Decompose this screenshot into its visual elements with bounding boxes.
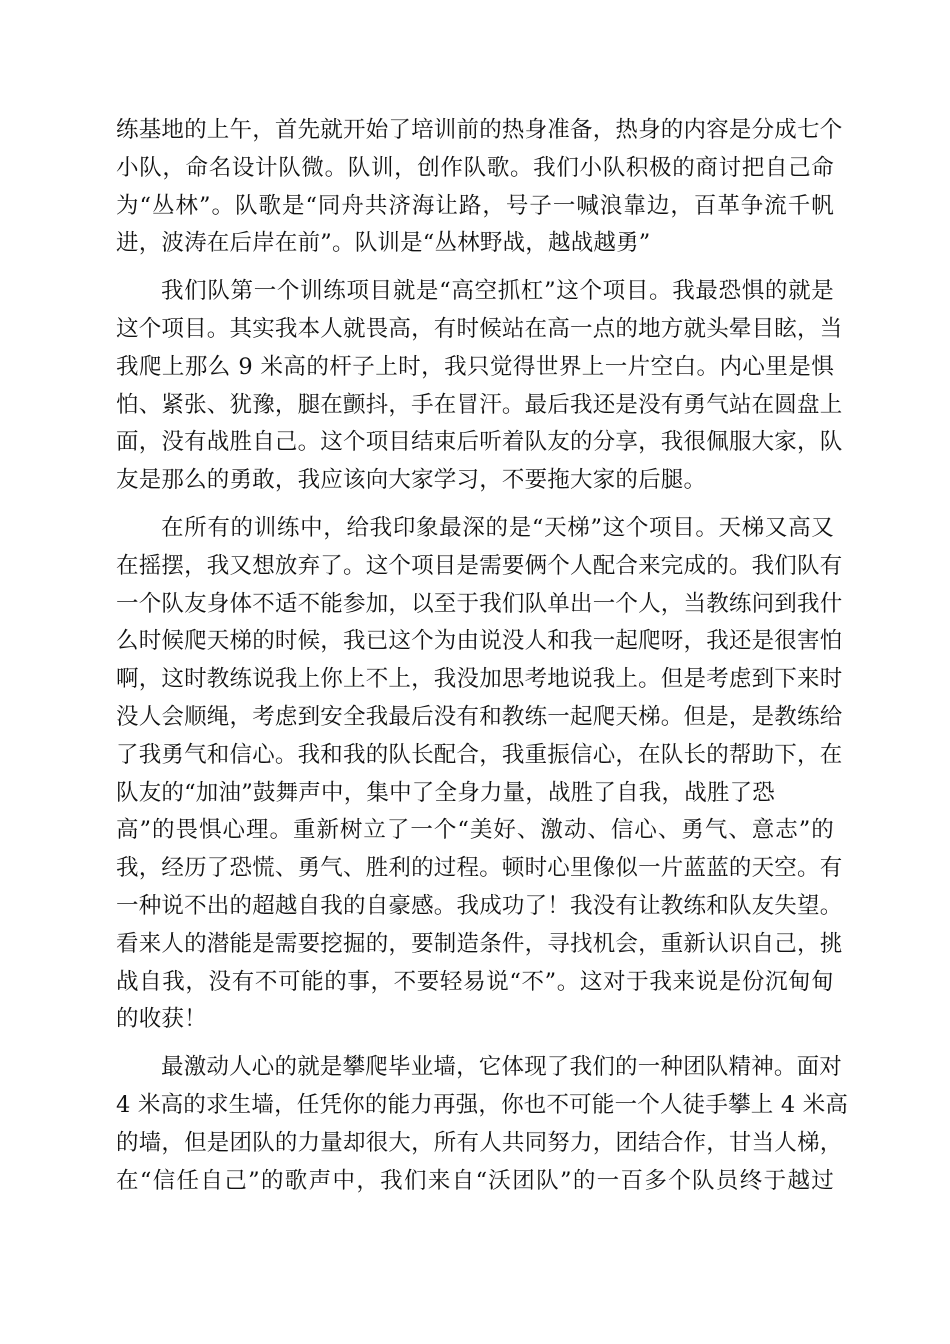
text-line: 我爬上那么 9 米高的杆子上时，我只觉得世界上一片空白。内心里是惧 [116, 353, 834, 380]
text-line: 怕、紧张、犹豫，腿在颤抖，手在冒汗。最后我还是没有勇气站在圆盘上 [116, 391, 843, 418]
text-line: 高”的畏惧心理。重新树立了一个“美好、激动、信心、勇气、意志”的 [116, 817, 834, 844]
text-line: 没人会顺绳，考虑到安全我最后没有和教练一起爬天梯。但是，是教练给 [116, 703, 843, 730]
paragraph-3 [116, 510, 843, 1039]
text-line: 看来人的潜能是需要挖掘的，要制造条件，寻找机会，重新认识自己，挑 [116, 930, 843, 957]
text-line: 练基地的上午，首先就开始了培训前的热身准备，热身的内容是分成七个 [116, 117, 843, 143]
text-line: 最激动人心的就是攀爬毕业墙，它体现了我们的一种团队精神。面对 [161, 1054, 843, 1081]
text-line: 为“丛林”。队歌是“同舟共济海让路，号子一喊浪靠边，百革争流千帆 [116, 192, 834, 219]
text-line: 4 米高的求生墙，任凭你的能力再强，你也不可能一个人徒手攀上 4 米高 [116, 1091, 849, 1118]
paragraph-4 [116, 1049, 849, 1200]
text-line: 在所有的训练中，给我印象最深的是“天梯”这个项目。天梯又高又 [161, 514, 834, 541]
text-line: 的收获！ [116, 1006, 207, 1033]
text-line: 一种说不出的超越自我的自豪感。我成功了！我没有让教练和队友失望。 [116, 892, 843, 919]
text-line: 的墙，但是团队的力量却很大，所有人共同努力，团结合作，甘当人梯， [116, 1129, 843, 1156]
text-line: 队友的“加油”鼓舞声中，集中了全身力量，战胜了自我，战胜了恐 [116, 779, 776, 806]
text-line: 么时候爬天梯的时候，我已这个为由说没人和我一起爬呀，我还是很害怕 [116, 628, 843, 655]
document-body [116, 112, 849, 1210]
text-line: 进，波涛在后岸在前”。队训是“丛林野战，越战越勇” [116, 230, 651, 257]
text-line: 战自我，没有不可能的事，不要轻易说“不”。这对于我来说是份沉甸甸 [116, 968, 834, 995]
text-line: 小队，命名设计队微。队训，创作队歌。我们小队积极的商讨把自己命 [116, 154, 834, 181]
text-line: 在“信任自己”的歌声中，我们来自“沃团队”的一百多个队员终于越过 [116, 1167, 834, 1194]
text-line: 友是那么的勇敢，我应该向大家学习，不要拖大家的后腿。 [116, 467, 707, 494]
paragraph-2 [116, 273, 843, 500]
paragraph-1 [116, 112, 843, 263]
text-line: 一个队友身体不适不能参加，以至于我们队单出一个人，当教练问到我什 [116, 590, 843, 617]
text-line: 我，经历了恐慌、勇气、胜利的过程。顿时心里像似一片蓝蓝的天空。有 [116, 855, 843, 882]
text-line: 这个项目。其实我本人就畏高，有时候站在高一点的地方就头晕目眩，当 [116, 315, 843, 342]
text-line: 我们队第一个训练项目就是“高空抓杠”这个项目。我最恐惧的就是 [161, 278, 834, 305]
text-line: 面，没有战胜自己。这个项目结束后听着队友的分享，我很佩服大家，队 [116, 429, 843, 456]
text-line: 在摇摆，我又想放弃了。这个项目是需要俩个人配合来完成的。我们队有 [116, 552, 843, 579]
text-line: 了我勇气和信心。我和我的队长配合，我重振信心，在队长的帮助下，在 [116, 741, 843, 768]
text-line: 啊，这时教练说我上你上不上，我没加思考地说我上。但是考虑到下来时 [116, 666, 843, 693]
